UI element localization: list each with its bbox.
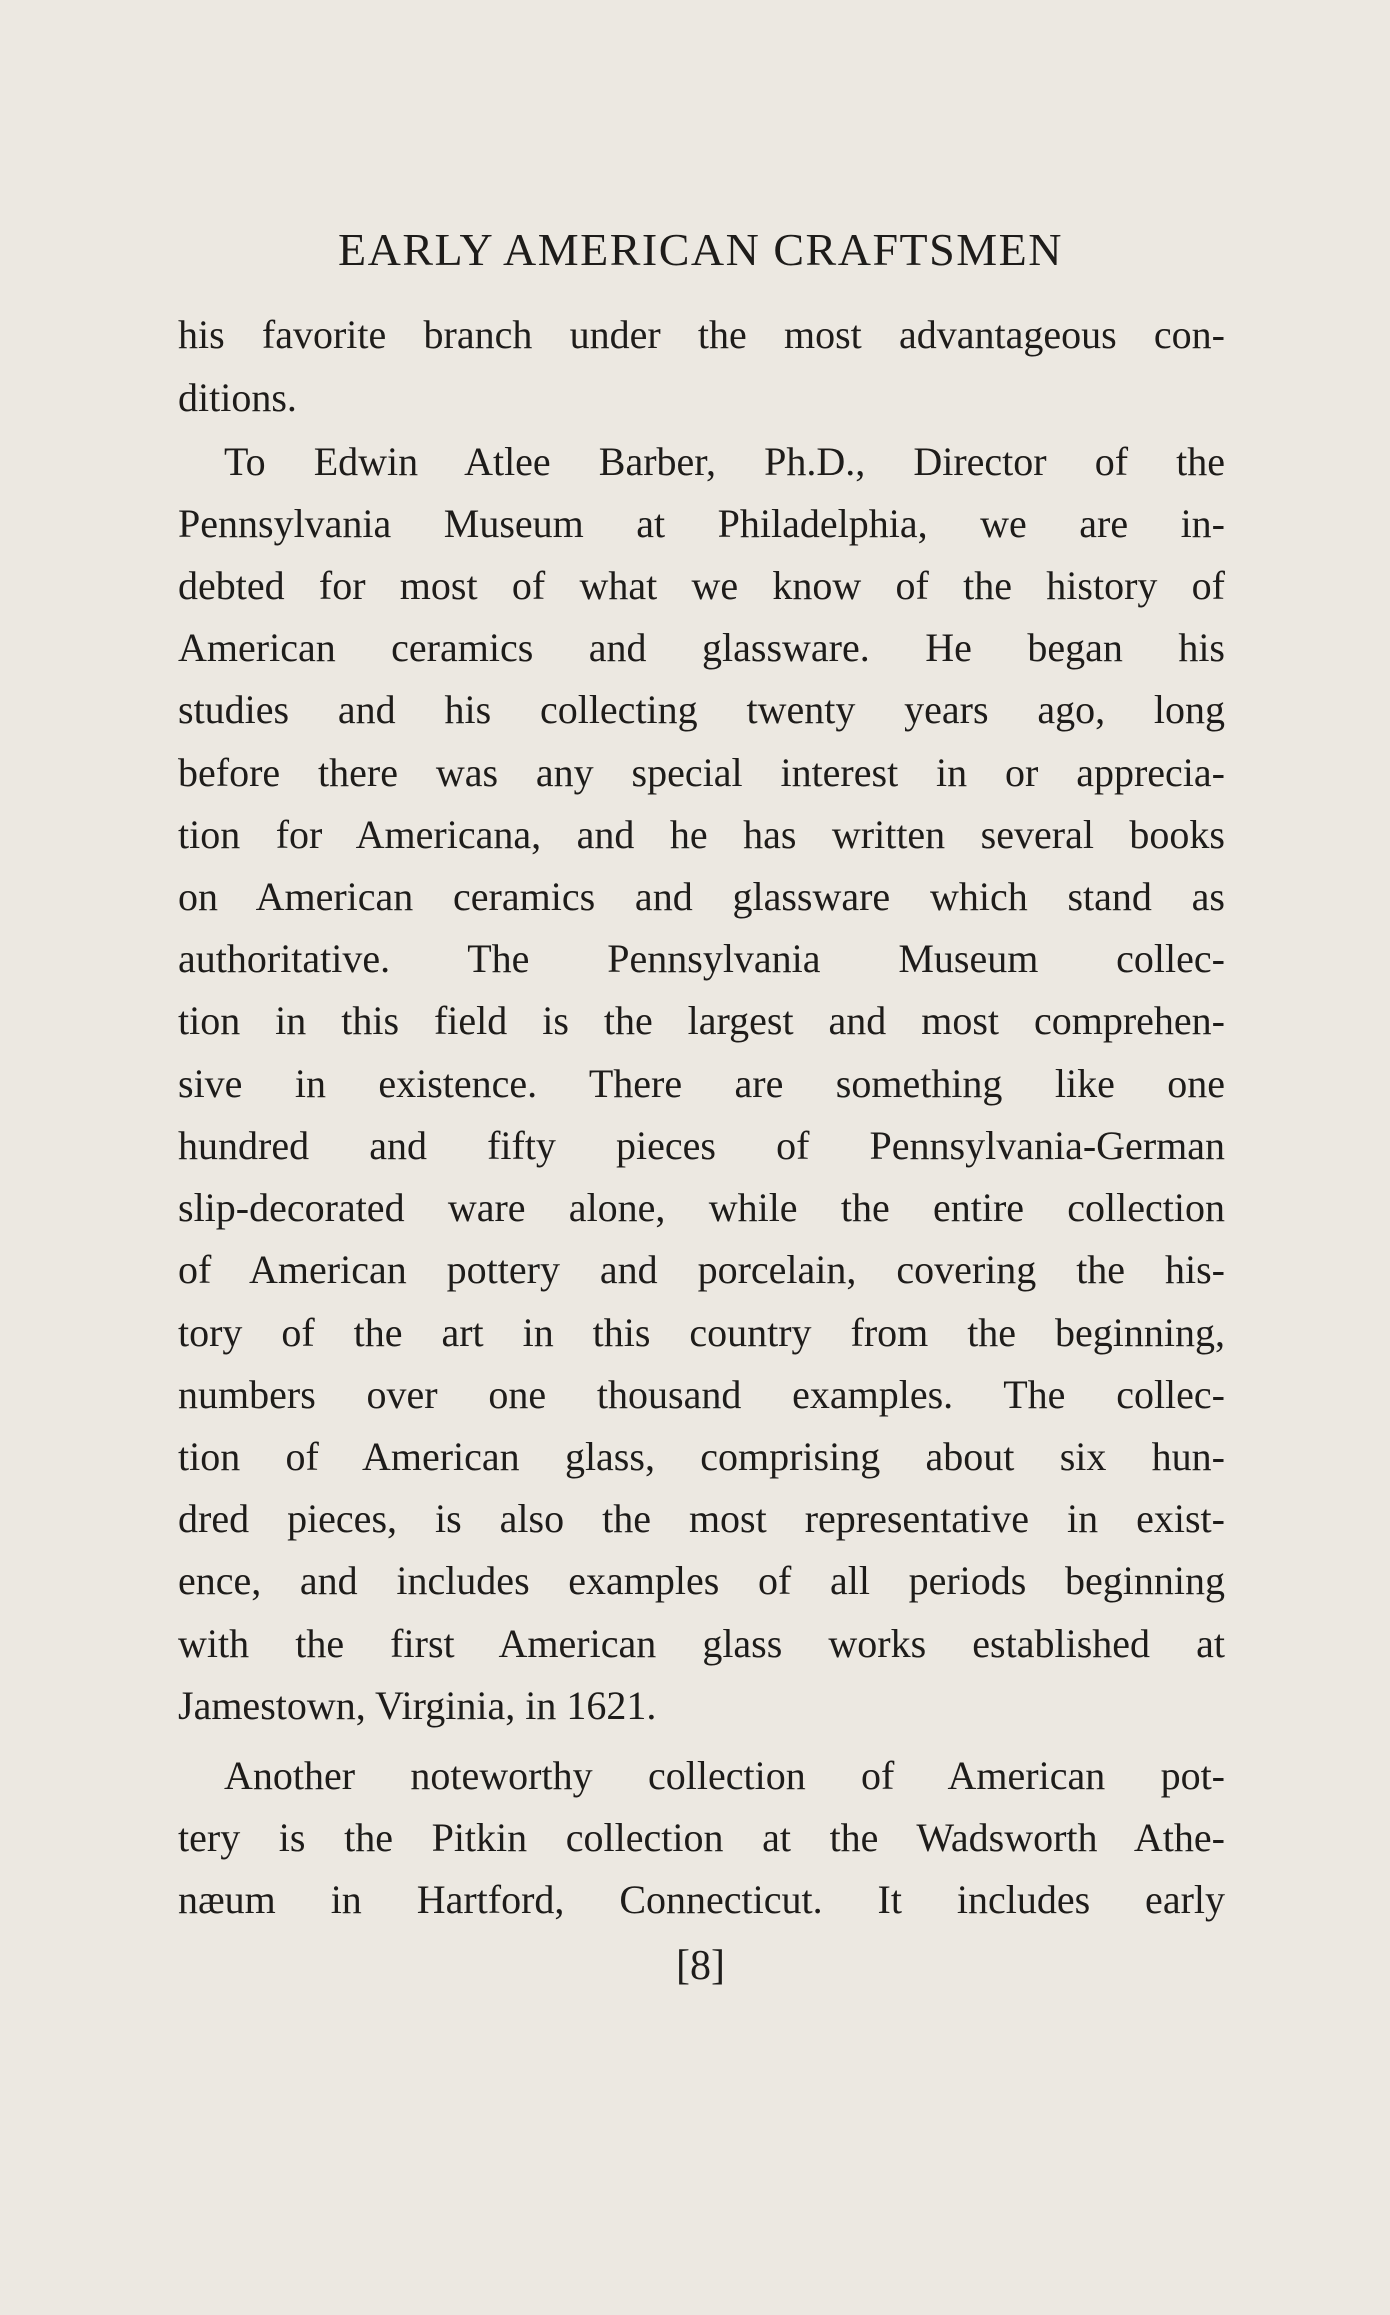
text-line: his favorite branch under the most advantageous con- <box>178 312 1225 357</box>
text-line: Another noteworthy collection of American pot- <box>224 1753 1225 1798</box>
text-line: Jamestown, Virginia, in 1621. <box>178 1683 657 1728</box>
text-line: næum in Hartford, Connecticut. It includes early <box>178 1877 1225 1922</box>
text-line: ence, and includes examples of all periods beginning <box>178 1558 1225 1603</box>
text-line: with the first American glass works established at <box>178 1621 1225 1666</box>
page-number: [8] <box>676 1943 725 1989</box>
text-line: on American ceramics and glassware which stand as <box>178 874 1225 919</box>
text-line: ditions. <box>178 375 297 420</box>
text-line: debted for most of what we know of the history of <box>178 563 1225 608</box>
text-line: tery is the Pitkin collection at the Wadsworth Athe- <box>178 1815 1225 1860</box>
running-head: EARLY AMERICAN CRAFTSMEN <box>338 224 1063 275</box>
text-line: American ceramics and glassware. He began his <box>178 625 1225 670</box>
text-line: hundred and fifty pieces of Pennsylvania-German <box>178 1123 1225 1168</box>
text-line: of American pottery and porcelain, covering the his- <box>178 1247 1225 1292</box>
text-line: sive in existence. There are something like one <box>178 1061 1225 1106</box>
text-line: slip-decorated ware alone, while the entire collection <box>178 1185 1225 1230</box>
text-line: tory of the art in this country from the beginning, <box>178 1310 1225 1355</box>
text-line: tion for Americana, and he has written several books <box>178 812 1225 857</box>
text-line: Pennsylvania Museum at Philadelphia, we are in- <box>178 501 1225 546</box>
text-line: tion in this field is the largest and most comprehen- <box>178 998 1225 1043</box>
text-line: dred pieces, is also the most representative in exist- <box>178 1496 1225 1541</box>
text-line: before there was any special interest in or apprecia- <box>178 750 1225 795</box>
text-line: authoritative. The Pennsylvania Museum collec- <box>178 936 1225 981</box>
text-line: numbers over one thousand examples. The collec- <box>178 1372 1225 1417</box>
text-line: studies and his collecting twenty years ago, long <box>178 687 1225 732</box>
text-line: tion of American glass, comprising about six hun- <box>178 1434 1225 1479</box>
text-line: To Edwin Atlee Barber, Ph.D., Director of the <box>224 439 1225 484</box>
